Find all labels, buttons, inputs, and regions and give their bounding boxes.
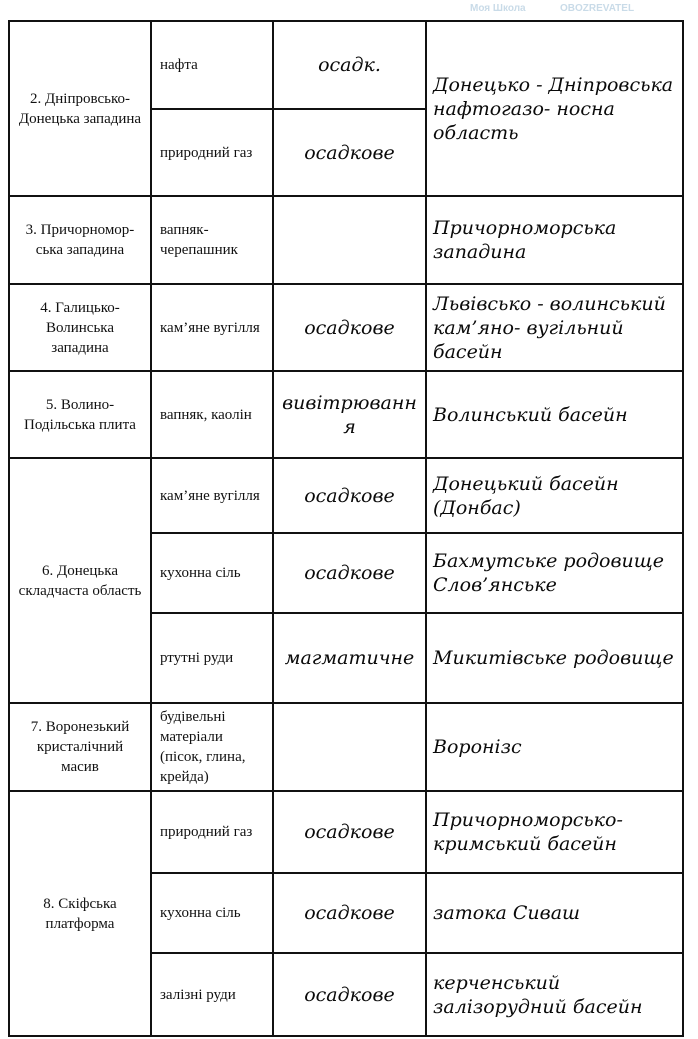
region-cell-text: 3. Причорномор-ська западина bbox=[25, 222, 135, 258]
basin-cell bbox=[425, 790, 684, 874]
basin-cell bbox=[425, 20, 684, 197]
origin-cell-text: осадкове bbox=[304, 983, 395, 1006]
mineral-cell bbox=[150, 108, 274, 197]
mineral-cell bbox=[150, 195, 274, 285]
region-cell bbox=[8, 370, 152, 459]
origin-cell-text: осадк. bbox=[318, 54, 381, 76]
region-cell bbox=[8, 20, 152, 197]
region-cell-text: 6. Донецька складчаста область bbox=[18, 562, 142, 599]
region-cell-text: 4. Галицько-Волинська западина bbox=[40, 299, 120, 356]
basin-cell-text: керченський залізорудний басейн bbox=[433, 971, 643, 1018]
mineral-cell bbox=[150, 612, 274, 704]
basin-cell bbox=[425, 370, 684, 459]
basin-cell bbox=[425, 457, 684, 534]
mineral-cell bbox=[150, 370, 274, 459]
mineral-cell bbox=[150, 872, 274, 954]
origin-cell-text: магматичне bbox=[284, 647, 415, 669]
mineral-cell bbox=[150, 283, 274, 372]
origin-cell bbox=[272, 532, 427, 614]
mineral-cell-text: кухонна сіль bbox=[160, 565, 241, 581]
origin-cell bbox=[272, 612, 427, 704]
basin-cell-text: Микитівське родовище bbox=[433, 647, 674, 669]
basin-cell-text: Донецько - Дніпровська нафтогазо- носна область bbox=[433, 73, 674, 144]
origin-cell-text: осадкове bbox=[304, 316, 395, 339]
origin-cell bbox=[272, 457, 427, 534]
origin-cell bbox=[272, 195, 427, 285]
basin-cell-text: Причорноморська западина bbox=[433, 217, 617, 263]
origin-cell bbox=[272, 108, 427, 197]
mineral-cell bbox=[150, 952, 274, 1037]
region-cell bbox=[8, 790, 152, 1037]
basin-cell-text: Донецький басейн (Донбас) bbox=[433, 472, 619, 519]
basin-cell bbox=[425, 283, 684, 372]
basin-cell bbox=[425, 952, 684, 1037]
origin-cell-text: осадкове bbox=[304, 821, 395, 843]
watermark: OBOZREVATEL bbox=[560, 3, 635, 14]
region-cell bbox=[8, 283, 152, 372]
origin-cell bbox=[272, 283, 427, 372]
region-cell-text: 8. Скіфська платформа bbox=[43, 895, 117, 932]
basin-cell-text: Воронізс bbox=[433, 736, 522, 758]
origin-cell-text: вивітрювання bbox=[282, 391, 417, 438]
basin-cell-text: Причорноморсько- кримський басейн bbox=[433, 809, 623, 855]
mineral-cell-text: кам’яне вугілля bbox=[160, 319, 260, 336]
mineral-cell bbox=[150, 457, 274, 534]
origin-cell-text: осадкове bbox=[304, 902, 395, 924]
mineral-cell bbox=[150, 790, 274, 874]
mineral-cell-text: вапняк-черепашник bbox=[160, 222, 238, 258]
basin-cell bbox=[425, 195, 684, 285]
watermark: Моя Школа bbox=[470, 3, 526, 14]
region-cell-text: 5. Волино-Подільська плита bbox=[24, 396, 136, 433]
mineral-cell-text: природний газ bbox=[160, 144, 253, 161]
origin-cell bbox=[272, 872, 427, 954]
origin-cell-text: осадкове bbox=[304, 562, 395, 584]
region-cell-text: 2. Дніпровсько-Донецька западина bbox=[18, 90, 142, 127]
region-cell bbox=[8, 195, 152, 285]
basin-cell bbox=[425, 702, 684, 792]
basin-cell-text: Бахмутське родовище Слов’янське bbox=[433, 550, 665, 596]
region-cell-text: 7. Воронезький кристалічний масив bbox=[30, 719, 130, 775]
origin-cell bbox=[272, 790, 427, 874]
origin-cell bbox=[272, 370, 427, 459]
origin-cell-text: осадкове bbox=[304, 484, 395, 507]
mineral-cell bbox=[150, 20, 274, 110]
mineral-cell-text: вапняк, каолін bbox=[160, 406, 252, 423]
origin-cell bbox=[272, 20, 427, 110]
basin-cell-text: Львівсько - волинський кам’яно- вугільний басейн bbox=[433, 292, 666, 363]
basin-cell bbox=[425, 532, 684, 614]
basin-cell-text: затока Сиваш bbox=[433, 902, 581, 924]
mineral-cell bbox=[150, 532, 274, 614]
mineral-cell-text: нафта bbox=[160, 57, 198, 73]
mineral-cell-text: кам’яне вугілля bbox=[160, 487, 260, 504]
region-cell bbox=[8, 702, 152, 792]
region-cell bbox=[8, 457, 152, 704]
mineral-cell-text: ртутні руди bbox=[160, 650, 234, 666]
basin-cell bbox=[425, 612, 684, 704]
mineral-cell-text: природний газ bbox=[160, 824, 253, 840]
origin-cell-text: осадкове bbox=[304, 141, 395, 164]
mineral-cell-text: кухонна сіль bbox=[160, 905, 241, 921]
mineral-cell bbox=[150, 702, 274, 792]
basin-cell-text: Волинський басейн bbox=[433, 403, 628, 426]
basin-cell bbox=[425, 872, 684, 954]
mineral-cell-text: залізні руди bbox=[160, 986, 236, 1003]
mineral-cell-text: будівельні матеріали (пісок, глина, крейда) bbox=[160, 709, 246, 785]
origin-cell bbox=[272, 702, 427, 792]
origin-cell bbox=[272, 952, 427, 1037]
